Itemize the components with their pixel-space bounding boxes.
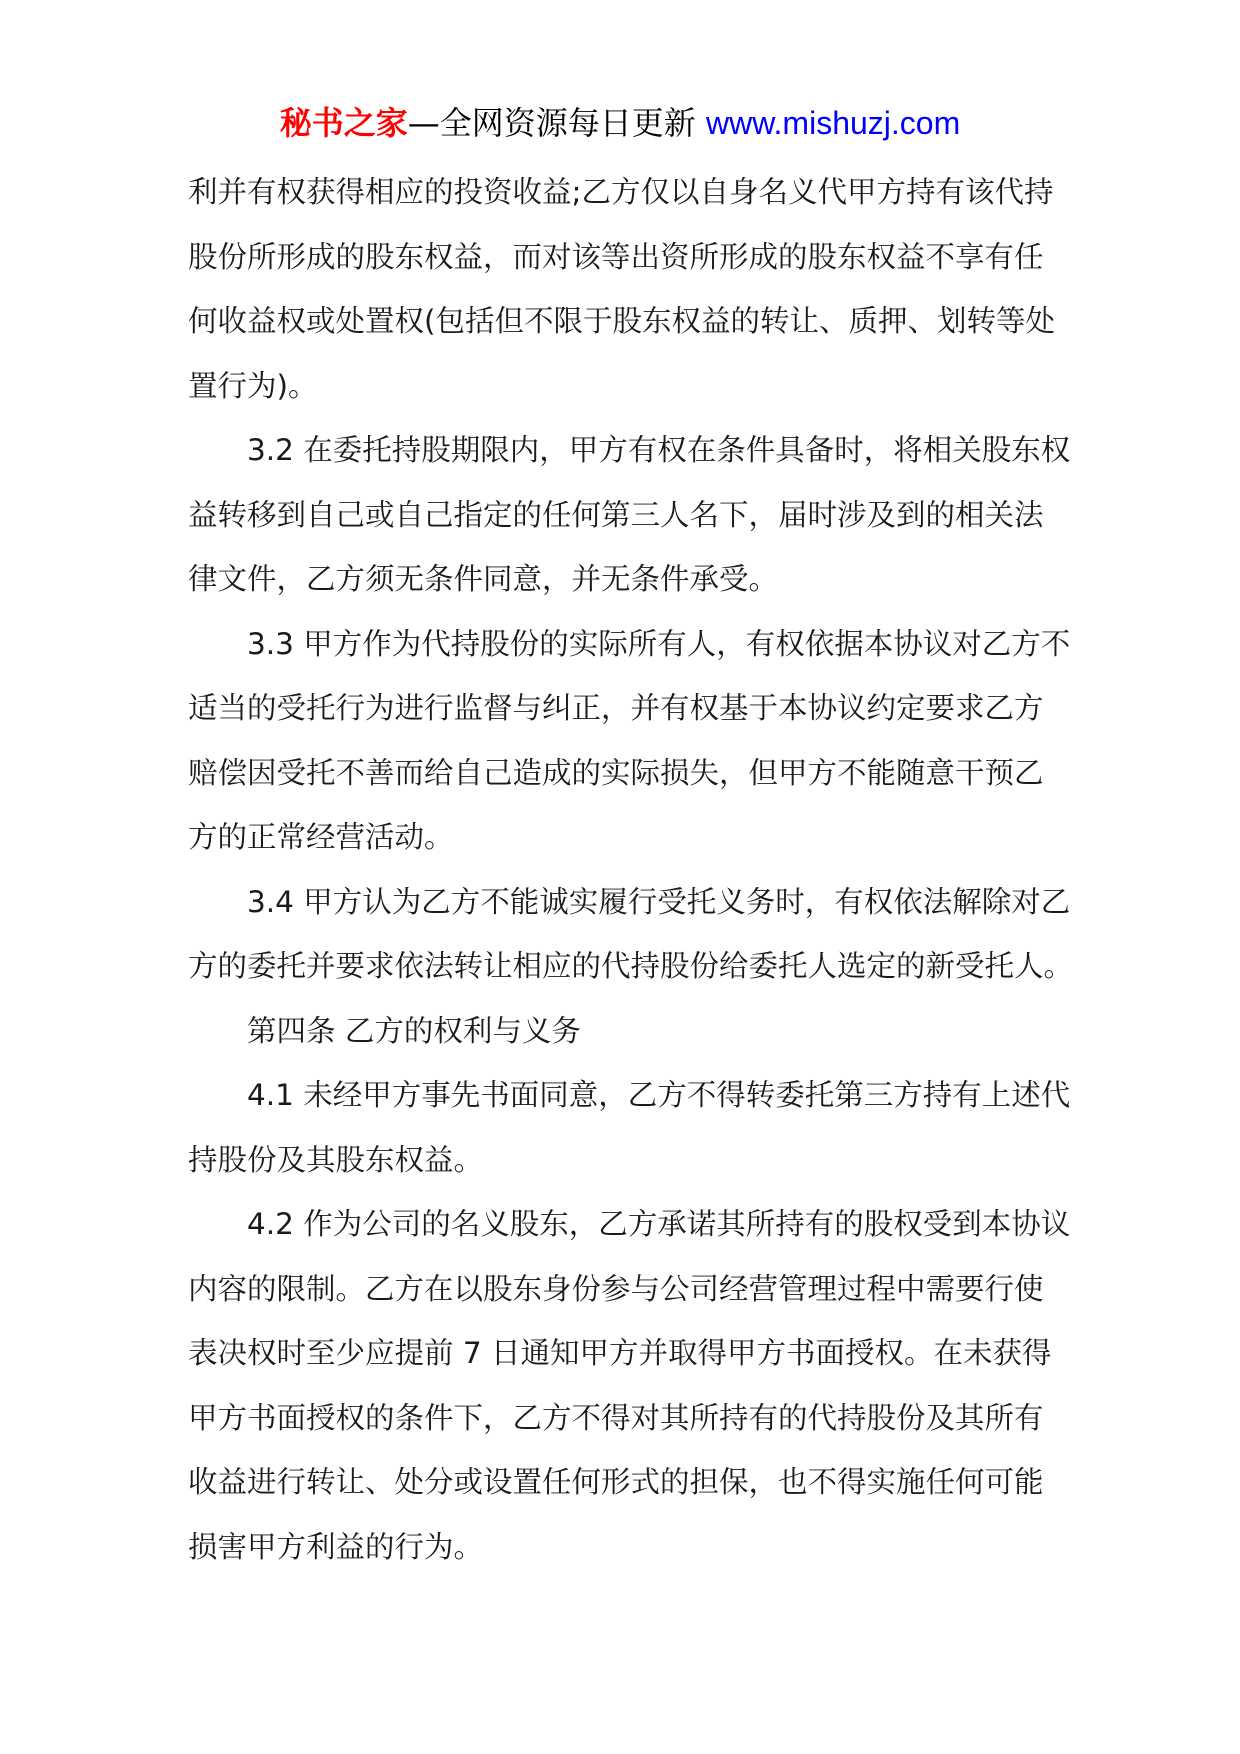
text-line: 持股份及其股东权益。: [188, 1142, 484, 1177]
text-line: 方的委托并要求依法转让相应的代持股份给委托人选定的新受托人。: [188, 949, 1074, 983]
text-line: 益转移到自己或自己指定的任何第三人名下，届时涉及到的相关法: [188, 497, 1044, 532]
section-heading: 第四条 乙方的权利与义务: [247, 1013, 581, 1048]
clause-3-4-first-line: 3.4 甲方认为乙方不能诚实履行受托义务时，有权依法解除对乙: [247, 884, 1071, 919]
text-line: 何收益权或处置权(包括但不限于股东权益的转让、质押、划转等处: [188, 304, 1056, 338]
clause-3-3-first-line: 3.3 甲方作为代持股份的实际所有人，有权依据本协议对乙方不: [247, 626, 1071, 661]
text-line: 内容的限制。乙方在以股东身份参与公司经营管理过程中需要行使: [188, 1271, 1044, 1306]
text-line: 利并有权获得相应的投资收益;乙方仅以自身名义代甲方持有该代持: [188, 175, 1054, 209]
text-line: 方的正常经营活动。: [188, 820, 454, 854]
text-line: 律文件，乙方须无条件同意，并无条件承受。: [188, 562, 779, 596]
site-slogan: —全网资源每日更新: [407, 104, 706, 142]
text-line: 甲方书面授权的条件下，乙方不得对其所持有的代持股份及其所有: [188, 1400, 1044, 1435]
site-brand: 秘书之家: [279, 104, 408, 142]
clause-4-2-first-line: 4.2 作为公司的名义股东，乙方承诺其所持有的股权受到本协议: [247, 1207, 1071, 1241]
text-line: 股份所形成的股东权益，而对该等出资所形成的股东权益不享有任: [188, 239, 1044, 274]
clause-4-1-first-line: 4.1 未经甲方事先书面同意，乙方不得转委托第三方持有上述代: [247, 1078, 1071, 1112]
text-line: 赔偿因受托不善而给自己造成的实际损失，但甲方不能随意干预乙: [188, 755, 1044, 790]
text-line: 表决权时至少应提前 7 日通知甲方并取得甲方书面授权。在未获得: [188, 1336, 1052, 1370]
site-header: [0, 100, 1240, 146]
text-line: 损害甲方利益的行为。: [188, 1529, 484, 1564]
site-url-link[interactable]: www.mishuzj.com: [705, 105, 961, 141]
text-line: 收益进行转让、处分或设置任何形式的担保，也不得实施任何可能: [188, 1465, 1044, 1499]
text-line: 适当的受托行为进行监督与纠正，并有权基于本协议约定要求乙方: [188, 691, 1044, 725]
document-body: [188, 160, 1074, 1579]
clause-3-2-first-line: 3.2 在委托持股期限内，甲方有权在条件具备时，将相关股东权: [247, 433, 1071, 467]
text-line: 置行为)。: [188, 368, 318, 403]
